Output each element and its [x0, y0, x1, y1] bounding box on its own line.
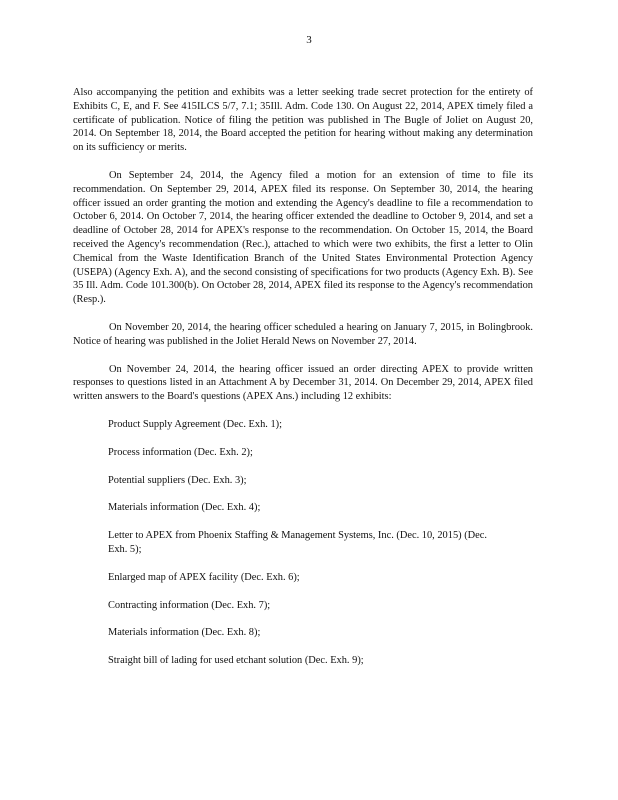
paragraph-hearing-schedule: On November 20, 2014, the hearing officer scheduled a hearing on January 7, 2015, in Bolingbrook. Notice of hearing was published in the Joliet Herald News on November 27, 2014. — [73, 321, 533, 347]
page-number: 3 — [306, 34, 312, 46]
exhibit-item: Product Supply Agreement (Dec. Exh. 1); — [108, 418, 283, 430]
exhibit-item: Letter to APEX from Phoenix Staffing & Management Systems, Inc. (Dec. 10, 2015) (Dec. Exh. 5); — [108, 530, 487, 555]
paragraph-hearing-order: On November 24, 2014, the hearing officer issued an order directing APEX to provide written responses to questions listed in an Attachment A by December 31, 2014. On December 29, 2014, APEX filed written answers to the Board's questions (APEX Ans.) including 12 exhibits: — [73, 363, 533, 403]
body-text — [73, 86, 533, 682]
exhibit-item: Materials information (Dec. Exh. 8); — [108, 627, 261, 639]
exhibit-item: Enlarged map of APEX facility (Dec. Exh. 6); — [108, 571, 300, 583]
paragraph-trade-secret: Also accompanying the petition and exhibits was a letter seeking trade secret protection for the entirety of Exhibits C, E, and F. See 415ILCS 5/7, 7.1; 35Ill. Adm. Code 130. On August 22, 2014, APEX timely filed a certificate of publication. Notice of filing the petition was published in The Bugle of Joliet on August 20, 2014. On September 18, 2014, the Board accepted the petition for hearing without making any determination on its sufficiency or merits. — [73, 87, 533, 154]
exhibit-item: Materials information (Dec. Exh. 4); — [108, 502, 261, 514]
exhibit-list — [73, 418, 533, 668]
exhibit-item: Process information (Dec. Exh. 2); — [108, 446, 253, 458]
paragraph-extension: On September 24, 2014, the Agency filed a motion for an extension of time to file its recommendation. On September 29, 2014, APEX filed its response. On September 30, 2014, the hearing officer issued an order granting the motion and extending the Agency's deadline to file a recommendation to October 6, 2014. On October 7, 2014, the hearing officer extended the deadline to October 9, 2014, and set a deadline of October 28, 2014 for APEX's response to the recommendation. On October 15, 2014, the Board received the Agency's recommendation (Rec.), attached to which were two exhibits, the first a letter to Olin Chemical from the Waste Identification Branch of the United States Environmental Protection Agency (USEPA) (Agency Exh. A), and the second consisting of specifications for two products (Agency Exh. B). See 35 Ill. Adm. Code 101.300(b). On October 28, 2014, APEX filed its response to the Agency's recommendation (Resp.). — [73, 169, 533, 306]
exhibit-item: Contracting information (Dec. Exh. 7); — [108, 599, 271, 611]
exhibit-item: Straight bill of lading for used etchant solution (Dec. Exh. 9); — [108, 655, 364, 667]
exhibit-item: Potential suppliers (Dec. Exh. 3); — [108, 474, 247, 486]
